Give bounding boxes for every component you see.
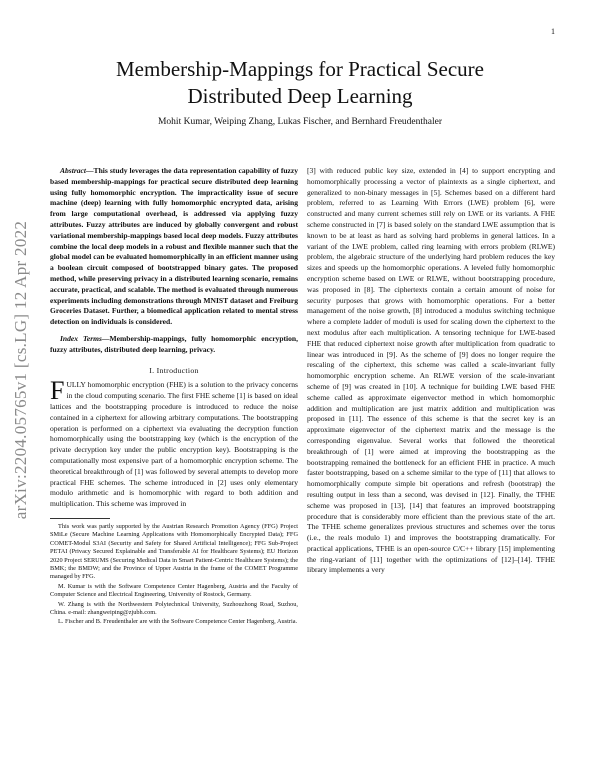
index-terms-label: Index Terms xyxy=(60,333,102,343)
author-list: Mohit Kumar, Weiping Zhang, Lukas Fischer, and Bernhard Freudenthaler xyxy=(157,117,443,127)
abstract-text: —This study leverages the data representation capability of fuzzy based membership-mappings for practical secure distributed deep learning using fully homomorphic encryption. The impracticality issue of secure machine (deep) learning with fully homomorphic encrypted data, arising from large computational overhead, is addressed via applying fuzzy attributes. Fuzzy attributes are induced by globally convergent and robust variational membership-mappings based local deep models. Fuzzy attributes combine the local deep models in a robust and flexible manner such that the global model can be evaluated homomorphically in an efficient manner using a boolean circuit composed of bootstrapped binary gates. The proposed method, while preserving privacy in a distributed learning scenario, remains accurate, practical, and scalable. The method is evaluated through numerous experiments including demonstrations through MNIST dataset and Freiburg Groceries Dataset. Further, a biomedical application related to mental stress detection on individuals is considered. xyxy=(50,166,298,327)
index-terms xyxy=(50,334,298,356)
left-column xyxy=(50,166,298,731)
introduction-left-text: ULLY homomorphic encryption (FHE) is a solution to the privacy concerns in the cloud computing scenario. The first FHE scheme [1] is based on ideal lattices and the bootstrapping procedure is introduced to reduce the noise contained in a ciphertext for allowing arbitrary computations. The bootstrapping operation is performed on a ciphertext via evaluating the decryption function homomorphically using the bootstrapping key (which is the encryption of the private decryption key under the public encryption key). Bootstrapping is the computationally most expensive part of a homomorphic encryption scheme. The theoretical breakthrough of [1] was followed by several attempts to develop more practical FHE schemes. The scheme introduced in [2] uses only elementary modulo arithmetic and is homomorphic with regard to both addition and multiplication. This scheme was improved in xyxy=(50,380,298,509)
section-heading-introduction: I. Introduction xyxy=(149,365,199,375)
page-number: 1 xyxy=(551,27,555,36)
abstract-label: Abstract xyxy=(60,166,86,175)
footnote-funding: This work was partly supported by the Austrian Research Promotion Agency (FFG) Project SMiLe (Secure Machine Learning Applications with Homomorphically Encrypted Data); FFG COMET-Modul S3AI (Security and Safety for Shared Artificial Intelligence); FFG Sub-Project PETAI (Privacy Secured Explainable and Transferable AI for Healthcare Systems); EU Horizon 2020 Project SERUMS (Securing Medical Data in Smart Patient-Centric Healthcare Systems); the BMK; the BMDW; and the Province of Upper Austria in the frame of the COMET Programme managed by FFG. xyxy=(50,522,298,581)
right-column xyxy=(307,166,555,744)
arxiv-identifier-stamp xyxy=(8,155,34,585)
paper-title xyxy=(60,56,540,110)
abstract xyxy=(50,166,298,328)
drop-cap-letter: F xyxy=(50,376,65,406)
title-line-1: Membership-Mappings for Practical Secure xyxy=(116,57,484,81)
arxiv-identifier-text: arXiv:2204.05765v1 [cs.LG] 12 Apr 2022 xyxy=(11,220,31,520)
index-terms-text: —Membership-mappings, fully homomorphic encryption, fuzzy attributes, distributed deep learning, privacy. xyxy=(50,333,298,354)
footnote-divider xyxy=(50,518,110,519)
footnote-author-kumar: M. Kumar is with the Software Competence Center Hagenberg, Austria and the Faculty of Computer Science and Electrical Engineering, University of Rostock, Germany. xyxy=(50,582,298,599)
title-line-2: Distributed Deep Learning xyxy=(187,84,413,108)
introduction-continued-text: [3] with reduced public key size, extended in [4] to support encrypting and homomorphically processing a vector of plaintexts as a single ciphertext, and generalized to non-binary messages in [5]. Schemes based on a different hard problem, referred to as Learning With Errors (LWE) problem [6], were constructed and many current schemes still rely on LWE or its variants. A FHE scheme constructed in [7] is based solely on the standard LWE assumption that is known to be at least as hard as solving hard problems in general lattices. In a variant of the LWE problem, called ring learning with errors problem (RLWE) problem, the algebraic structure of the underlying hard problem reduces the key sizes and speeds up the homomorphic operations. A leveled fully homomorphic encryption scheme based on LWE or RLWE, without bootstrapping procedure, was proposed in [8]. The ciphertexts contain a certain amount of noise for security purposes that grows with homomorphic operations. For a better management of the noise growth, [8] introduced a modulus switching technique where a complete ladder of moduli is used for scaling down the ciphertext to the next modulus after each multiplication. A tensoring technique for LWE-based FHE that reduced ciphertext noise growth after multiplication from quadratic to linear was introduced in [9]. As the scheme of [9] does no longer require the rescaling of the ciphertext, this scheme was called a scale-invariant fully homomorphic encryption scheme. An RLWE version of the scale-invariant scheme of [9] was created in [10]. A technique for building LWE based FHE scheme called as approximate eigenvector method in which homomorphic addition and multiplication are just matrix addition and multiplication was proposed in [11]. The essence of this scheme is that the secret key is an approximate eigenvector of the ciphertext matrix and the message is the corresponding eigenvalue. Several works that followed the theoretical breakthrough of [1] were aimed at improving the bootstrapping as the bootstrapping remained the bottleneck for an efficient FHE in practice. A much faster bootstrapping, based on a scheme similar to the type of [11] that allows to homomorphically compute simple bit operations and refresh (bootstrap) the resulting output in less than a second, was devised in [12]. Finally, the TFHE scheme was proposed in [13], [14] that features an improved bootstrapping procedure that is considerably more efficient than the previous state of the art. The TFHE scheme generalizes previous structures and schemes over the torus (i.e., the reals modulo 1) and improves the bootstrapping dramatically. For practical applications, TFHE is an open-source C/C++ library [15] implementing the ring-variant of [11] together with the optimizations of [12]–[14]. TFHE library implements a very xyxy=(307,166,555,575)
introduction-paragraph xyxy=(50,376,298,510)
footnote-author-zhang: W. Zhang is with the Northwestern Polytechnical University, Suzhouzhong Road, Suzhou, China. e-mail: zhangweiping@zjubh.com. xyxy=(50,600,298,616)
footnote-author-fischer-freudenthaler: L. Fischer and B. Freudenthaler are with the Software Competence Center Hagenberg, Austria. xyxy=(58,618,298,626)
